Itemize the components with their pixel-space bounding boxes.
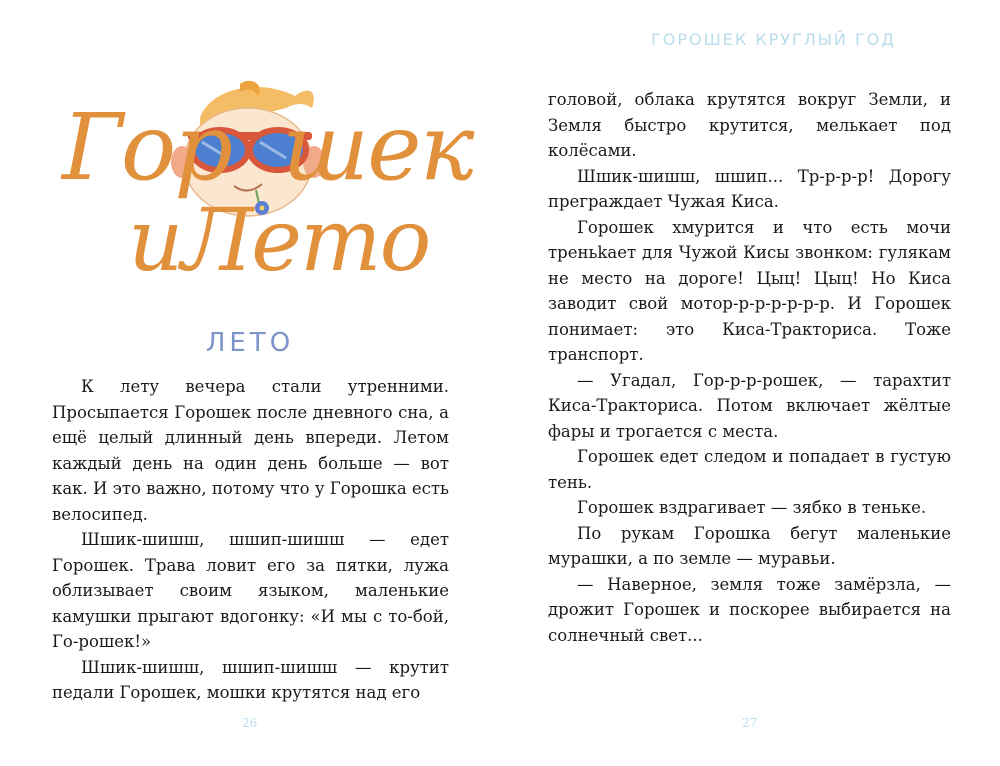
logo-word-part1: Гор: [62, 94, 232, 201]
logo-line-two: иЛето: [128, 191, 430, 291]
right-page: [500, 0, 1000, 766]
book-logo: [50, 78, 473, 303]
paragraph: — Угадал, Гор-р-р-рошек, — тарахтит Киса-Тракториса. Потом включает жёлтые фары и трогается с места.: [548, 370, 951, 441]
paragraph: головой, облака крутятся вокруг Земли, и Земля быстро крутится, мелькает под колёсами.: [548, 90, 951, 160]
paragraph: К лету вечера стали утренними. Просыпается Горошек после дневного сна, а ещё целый длинный день впереди. Летом каждый день на один день больше — вот как. И это важно, потому что у Горошка есть велосипед.: [52, 377, 450, 524]
page-number: 27: [742, 716, 758, 730]
logo-lettering: [50, 78, 473, 303]
running-head: ГОРОШЕК КРУГЛЫЙ ГОД: [651, 30, 896, 49]
right-page-text: [548, 87, 951, 648]
left-page-text: [52, 374, 449, 706]
paragraph: — Наверное, земля тоже замёрзла, — дрожит Горошек и поскорее выбирается на солнечный свет...: [548, 574, 951, 645]
paragraph: Горошек хмурится и что есть мочи треньkает для Чужой Кисы звонком: гулякам не место на дороге! Цыц! Цыц! Но Киса заводит свой мотор-р-р-р-р-р-р. И Горошек понимает: это Киса-Тракториса. Тоже транспорт.: [548, 217, 951, 364]
paragraph: Шшик-шишш, шшип-шишш — крутит педали Горошек, мошки крутятся над его: [52, 657, 449, 702]
page-number: 26: [242, 716, 258, 730]
paragraph: Шшик-шишш, шшип-шишш — едет Горошек. Трава ловит его за пятки, лужа облизывает своим языком, маленькие камушки прыгают вдогонку: «И мы с то-бой, Го-рошек!»: [52, 530, 449, 651]
paragraph: Горошек вздрагивает — зябко в теньке.: [577, 498, 927, 517]
paragraph: Горошек едет следом и попадает в густую тень.: [548, 447, 951, 492]
chapter-title: ЛЕТО: [205, 328, 295, 358]
paragraph: По рукам Горошка бегут маленькие мурашки, а по земле — муравьи.: [548, 523, 951, 568]
logo-word-part2: шек: [282, 94, 473, 201]
paragraph: Шшик-шишш, шшип... Тр-р-р-р! Дорогу преграждает Чужая Киса.: [548, 166, 951, 211]
